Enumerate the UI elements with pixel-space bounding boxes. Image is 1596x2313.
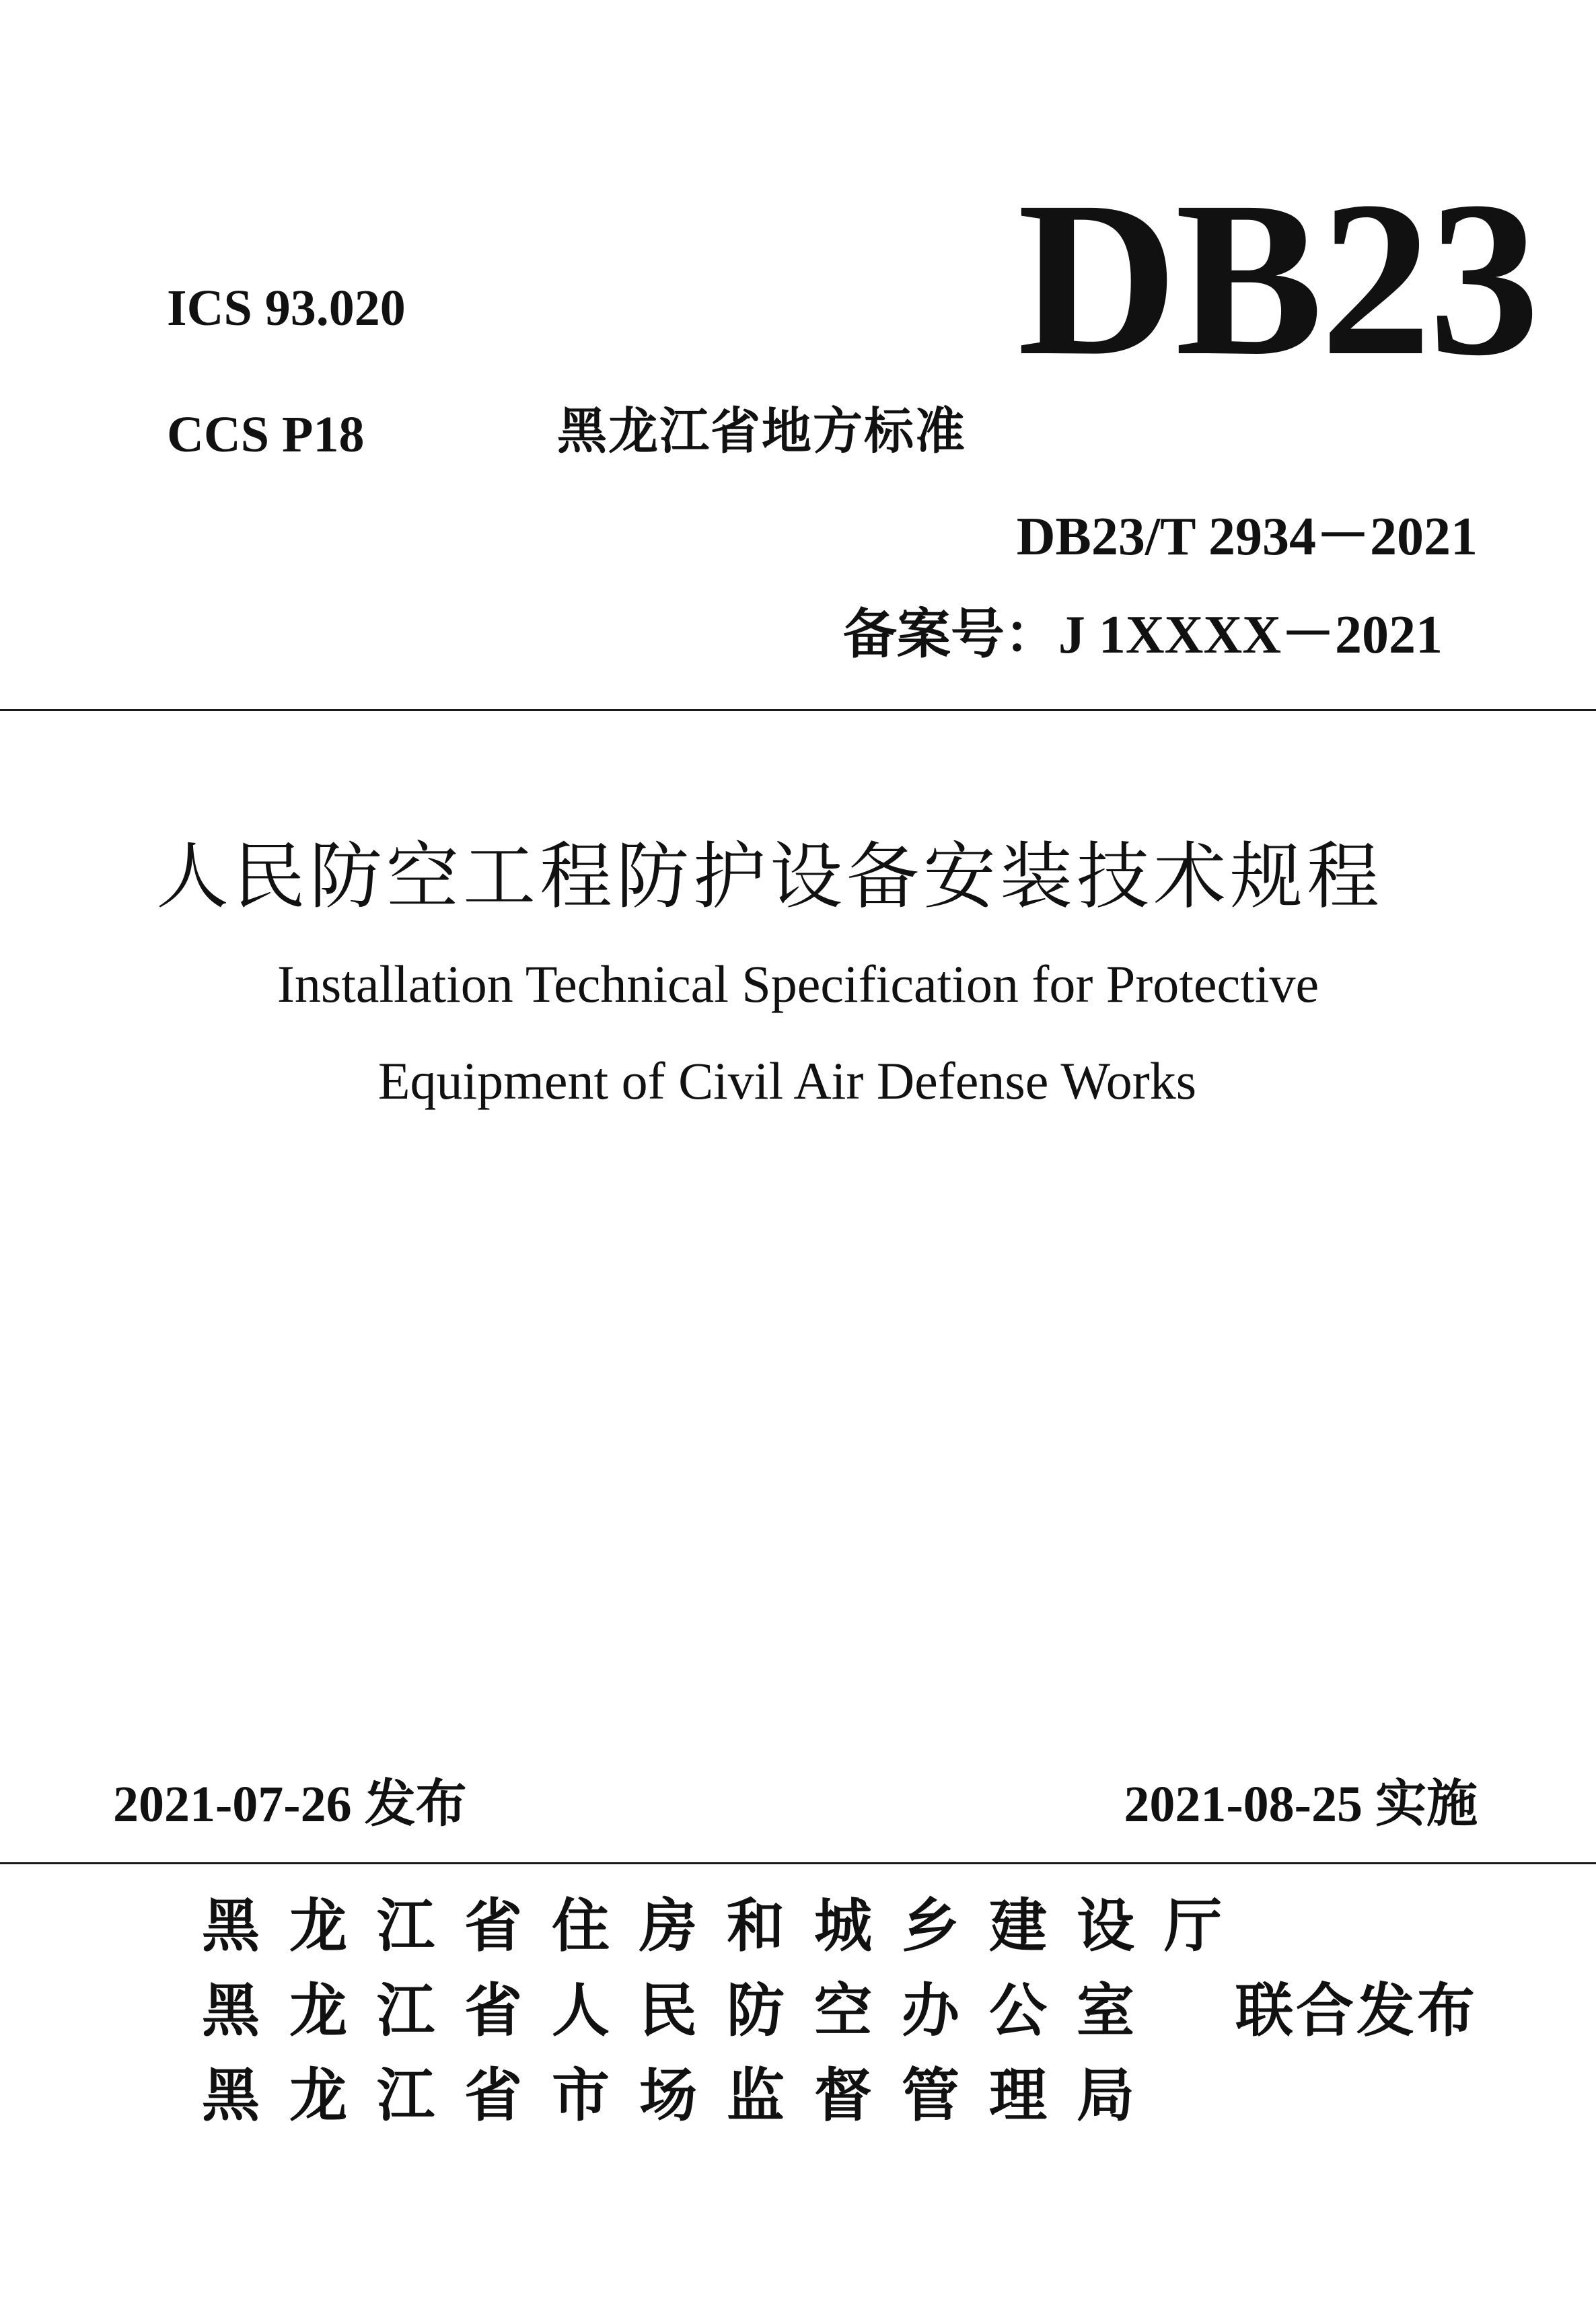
ics-code: ICS 93.020 (167, 280, 406, 336)
title-english-line2: Equipment of Civil Air Defense Works (377, 1052, 1197, 1110)
issuer-housing-department: 黑龙江省住房和城乡建设厅 (202, 1893, 1252, 1960)
issuer-market-supervision-bureau: 黑龙江省市场监督管理局 (202, 2062, 1164, 2129)
joint-release-label: 联合发布 (1235, 1977, 1478, 2045)
standard-number: DB23/T 2934－2021 (1016, 507, 1478, 566)
db-logo: DB23 (1017, 156, 1537, 402)
title-english-line1: Installation Technical Specification for Protective (277, 955, 1319, 1013)
title-chinese: 人民防空工程防护设备安装技术规程 (155, 835, 1383, 919)
record-number: 备案号：J 1XXXX－2021 (842, 605, 1443, 665)
effective-date: 2021-08-25 实施 (1124, 1776, 1478, 1833)
issuer-civil-air-defense-office: 黑龙江省人民防空办公室 (202, 1977, 1164, 2045)
publish-date: 2021-07-26 发布 (113, 1776, 467, 1833)
top-divider (0, 709, 1596, 711)
ccs-code: CCS P18 (167, 406, 365, 463)
bottom-divider (0, 1862, 1596, 1864)
standard-type: 黑龙江省地方标准 (557, 402, 966, 460)
